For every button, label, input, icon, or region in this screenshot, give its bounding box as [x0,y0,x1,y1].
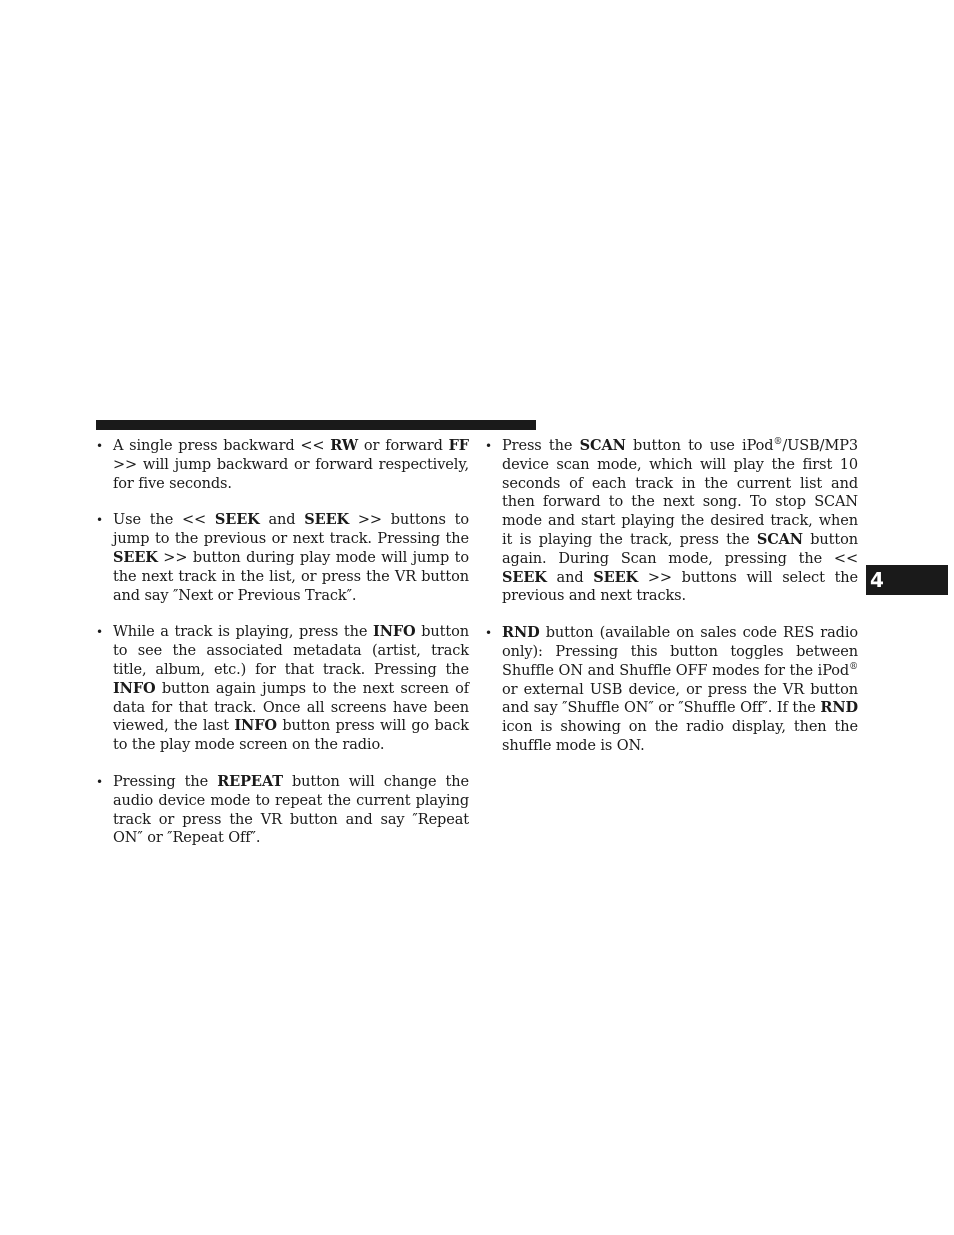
bullet-rw-ff [96,437,469,493]
bold-term: SEEK [502,568,547,586]
text-run: >> buttons to jump to the previous or next track. Pressing the [113,512,469,548]
text-run: Use the << [113,512,215,529]
registered-mark: ® [849,661,858,672]
bold-term: SCAN [579,437,626,454]
bullet-rnd [485,624,858,756]
text-run: button press will go back to the play mode screen on the radio. [113,718,469,754]
header-rule [96,420,536,430]
bold-term: RND [502,624,540,642]
text-run: >> will jump backward or forward respectively, for five seconds. [113,456,469,492]
text-run: or external USB device, or press the VR button and say ″Shuffle ON″ or ″Shuffle Off″. If the [502,681,858,717]
bullet-repeat [96,773,469,848]
text-run: button to use iPod [625,438,774,454]
bold-term: RW [330,437,359,454]
bold-term: INFO [234,717,277,735]
chapter-tab: 4 [866,565,948,595]
text-run: /USB/MP3 device scan mode, which will play the first 10 seconds of each track in the current list and then forward to the next song. To stop SCAN mode and start playing the desired track, when it is playing the track, press the [502,438,858,548]
bold-term: SEEK [304,511,350,529]
bold-term: SEEK [593,568,639,586]
bullet-scan [485,437,858,606]
text-run: button will change the audio device mode to repeat the current playing track or press the VR button and say ″Repeat ON″ or ″Repeat Off″. [113,773,470,847]
text-run: >> button during play mode will jump to the next track in the list, or press the VR button and say ″Next or Previous Track″. [113,549,469,604]
left-column [96,437,469,866]
text-run: button (available on sales code RES radio only): Pressing this button toggles between Shuffle ON and Shuffle OFF modes for the iPod [502,625,858,679]
text-run: While a track is playing, press the [113,624,374,641]
bold-term: SCAN [756,530,803,548]
text-run: button again jumps to the next screen of data for that track. Once all screens have been viewed, the last [113,680,469,735]
text-run: Pressing the [113,773,218,790]
bold-term: FF [448,437,469,454]
text-run: A single press backward << [113,438,331,454]
right-column [485,437,858,774]
bold-term: RND [820,699,858,717]
bold-term: SEEK [113,548,158,566]
bold-term: SEEK [214,511,260,529]
bullet-info [96,623,469,755]
text-run: button again. During Scan mode, pressing the << [502,531,858,567]
bold-term: INFO [113,679,156,697]
text-run: and [259,512,305,529]
text-run: icon is showing on the radio display, then the shuffle mode is ON. [502,719,858,754]
text-run: button to see the associated metadata (artist, track title, album, etc.) for that track. Pressing the [113,624,469,678]
bold-term: REPEAT [217,772,283,790]
registered-mark: ® [773,437,783,448]
text-run: Press the [502,438,580,454]
text-run: or forward [358,438,449,454]
bold-term: INFO [373,623,416,641]
bullet-seek [96,511,469,605]
text-run: >> buttons will select the previous and next tracks. [502,569,859,605]
text-run: and [546,569,594,586]
